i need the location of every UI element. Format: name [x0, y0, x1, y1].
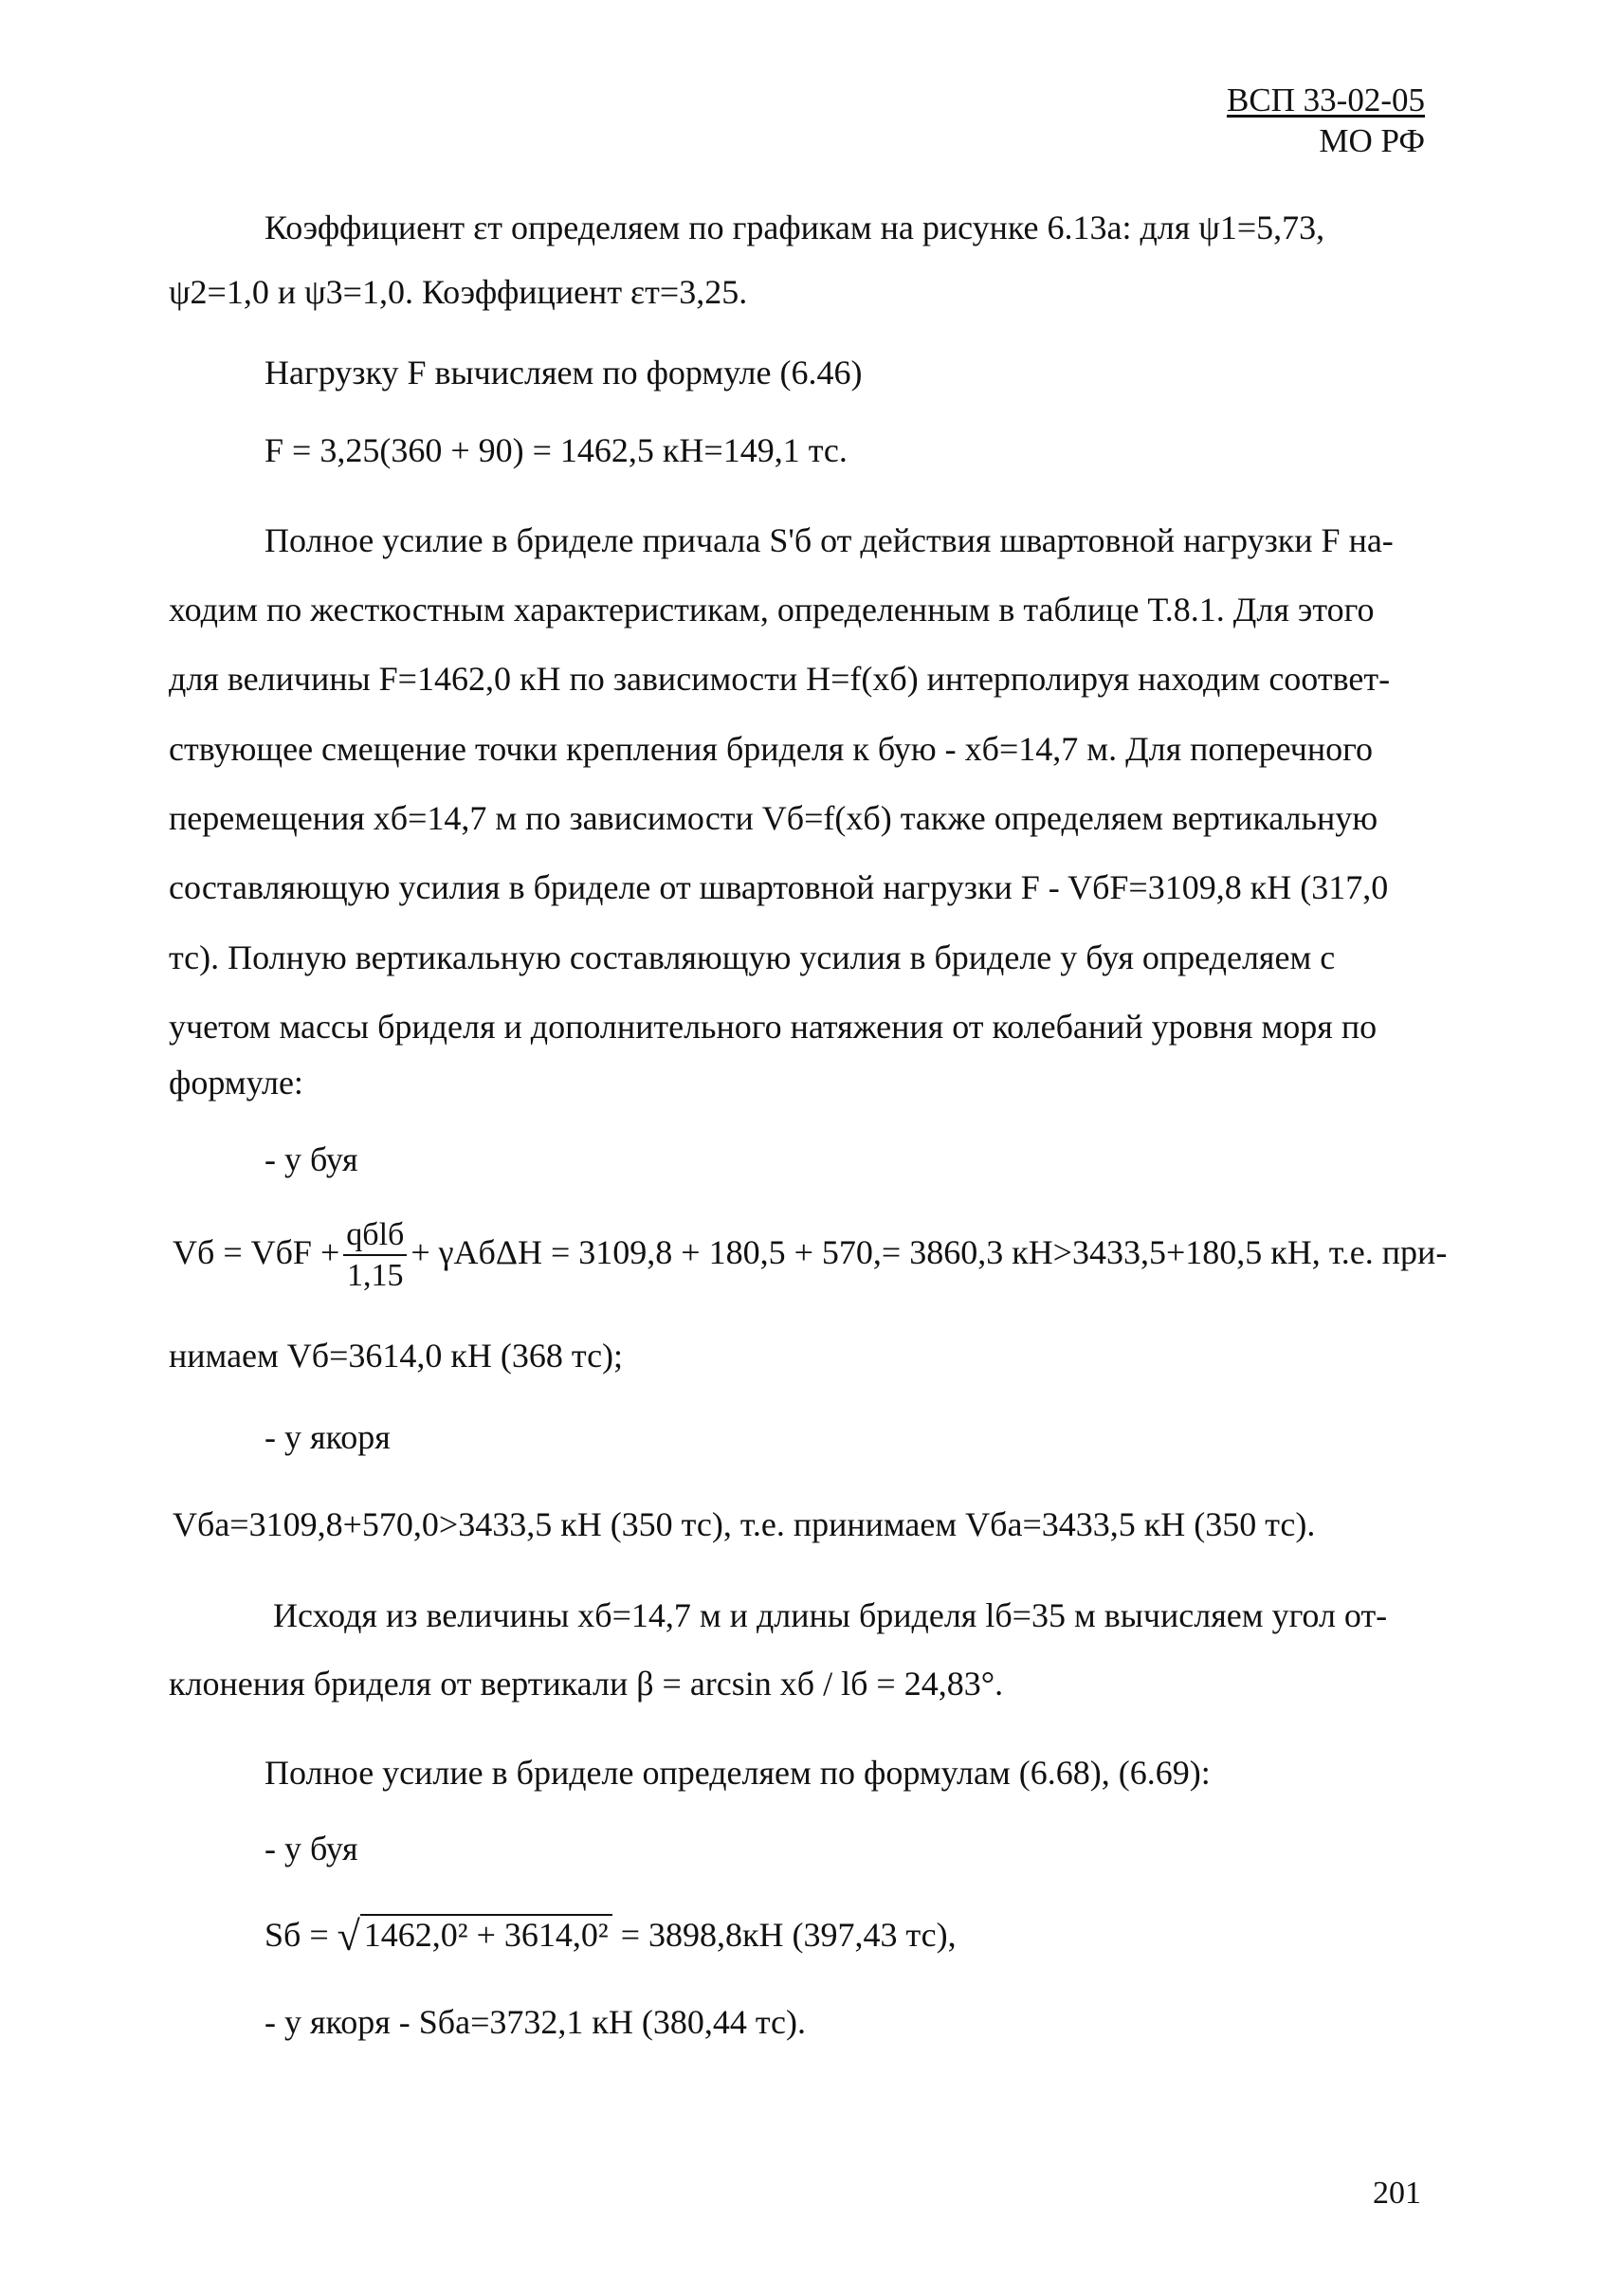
paragraph-3-line-5: перемещения xб=14,7 м по зависимости Vб=f(xб) также определяем вертикальную: [169, 799, 1378, 837]
page-number: 201: [1373, 2176, 1421, 2211]
paragraph-3-line-1: Полное усилие в бриделе причала S'б от действия швартовной нагрузки F на-: [265, 521, 1394, 559]
formula-s-rhs: = 3898,8кН (397,43 тс),: [611, 1916, 957, 1954]
label-at-buoy-2: - у буя: [265, 1830, 358, 1867]
paragraph-2: Нагрузку F вычисляем по формуле (6.46): [265, 354, 863, 392]
paragraph-1-line-1: Коэффициент εт определяем по графикам на рисунке 6.13а: для ψ1=5,73,: [265, 209, 1325, 246]
document-header: [1227, 83, 1425, 157]
paragraph-3-line-2: ходим по жесткостным характеристикам, определенным в таблице Т.8.1. Для этого: [169, 591, 1375, 628]
formula-total-force: [265, 1914, 957, 1958]
sqrt-icon: √: [337, 1913, 360, 1959]
formula-v-rhs: + γAбΔH = 3109,8 + 180,5 + 570,= 3860,3 кН>3433,5+180,5 кН, т.е. при-: [411, 1232, 1448, 1271]
label-at-buoy: - у буя: [265, 1140, 358, 1178]
formula-v-fraction: [343, 1219, 407, 1292]
formula-load-f: F = 3,25(360 + 90) = 1462,5 кН=149,1 тс.: [265, 431, 848, 469]
formula-v-denominator: 1,15: [347, 1258, 404, 1293]
paragraph-3-line-7: тс). Полную вертикальную составляющую усилия в бриделе у буя определяем с: [169, 938, 1336, 976]
formula-s-radicand: 1462,0² + 3614,0²: [360, 1914, 612, 1952]
formula-v-lhs: Vб = VбF +: [173, 1232, 340, 1271]
paragraph-3-line-3: для величины F=1462,0 кН по зависимости H=f(xб) интерполируя находим соответ-: [169, 660, 1391, 698]
paragraph-3-line-4: ствующее смещение точки крепления бриделя к бую - xб=14,7 м. Для поперечного: [169, 730, 1373, 768]
formula-vertical-force: [173, 1219, 1447, 1292]
paragraph-7: - у якоря - Sба=3732,1 кН (380,44 тс).: [265, 2003, 806, 2041]
formula-s-lhs: Sб =: [265, 1916, 329, 1954]
paragraph-3-line-6: составляющую усилия в бриделе от швартовной нагрузки F - VбF=3109,8 кН (317,0: [169, 868, 1389, 906]
paragraph-4: нимаем Vб=3614,0 кН (368 тс);: [169, 1337, 624, 1375]
formula-v-numerator: qбlб: [343, 1219, 407, 1256]
label-at-anchor: - у якоря: [265, 1418, 391, 1456]
organization: МО РФ: [1319, 122, 1425, 159]
standard-code: ВСП 33-02-05: [1226, 82, 1425, 118]
paragraph-3-line-9: формуле:: [169, 1064, 303, 1102]
paragraph-1-line-2: ψ2=1,0 и ψ3=1,0. Коэффициент εт=3,25.: [169, 273, 748, 311]
paragraph-5-line-1: Исходя из величины xб=14,7 м и длины бриделя lб=35 м вычисляем угол от-: [273, 1596, 1388, 1634]
paragraph-5-line-2: клонения бриделя от вертикали β = arcsin xб / lб = 24,83°.: [169, 1665, 1004, 1703]
paragraph-6: Полное усилие в бриделе определяем по формулам (6.68), (6.69):: [265, 1754, 1211, 1792]
paragraph-3-line-8: учетом массы бриделя и дополнительного натяжения от колебаний уровня моря по: [169, 1008, 1378, 1046]
formula-anchor-force: Vба=3109,8+570,0>3433,5 кН (350 тс), т.е. принимаем Vба=3433,5 кН (350 тс).: [173, 1505, 1316, 1543]
